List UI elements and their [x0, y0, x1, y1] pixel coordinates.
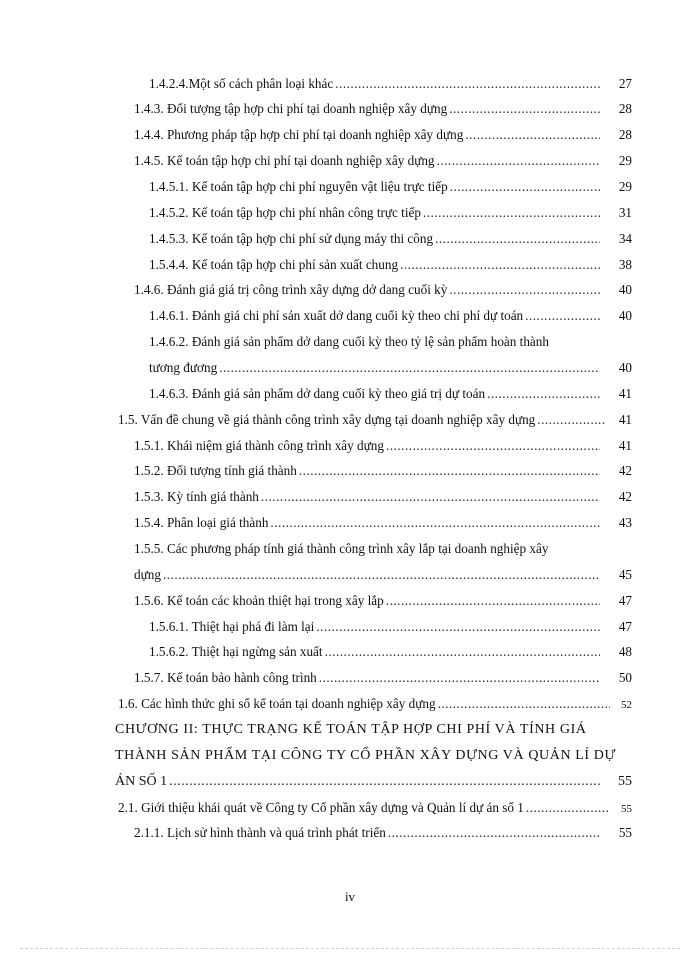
- toc-leader-dots: [449, 282, 600, 298]
- toc-leader-dots: [449, 101, 600, 117]
- toc-leader-dots: [219, 360, 600, 376]
- toc-entry-page: 28: [618, 101, 632, 116]
- toc-entry: [115, 774, 632, 790]
- toc-leader-dots: [526, 800, 610, 816]
- toc-entry-page: 42: [618, 463, 632, 478]
- toc-entry-text: 2.1.1. Lịch sử hình thành và quá trình phát triển: [134, 825, 386, 840]
- toc-entry: [134, 670, 632, 686]
- toc-entry-text: 1.5. Vấn đề chung về giá thành công trình xây dựng tại doanh nghiệp xây dựng: [118, 412, 536, 427]
- toc-leader-dots: [316, 619, 600, 635]
- toc-entry-text: 1.4.6.3. Đánh giá sản phẩm dở dang cuối kỳ theo giá trị dự toán: [149, 386, 486, 401]
- toc-leader-dots: [163, 567, 600, 583]
- toc-leader-dots: [261, 489, 600, 505]
- toc-entry: [149, 76, 632, 92]
- toc-entry-text: 1.5.5. Các phương pháp tính giá thành công trình xây lắp tại doanh nghiệp xây: [134, 541, 549, 556]
- toc-entry-page: 40: [618, 308, 632, 323]
- toc-entry-text: 1.4.4. Phương pháp tập hợp chi phí tại doanh nghiệp xây dựng: [134, 127, 464, 142]
- toc-entry-text: 1.4.6.1. Đánh giá chi phí sản xuất dở dang cuối kỳ theo chi phí dự toán: [149, 308, 524, 323]
- toc-entry-text: 1.5.7. Kế toán bảo hành công trình: [134, 670, 317, 685]
- toc-leader-dots: [325, 644, 600, 660]
- toc-entry-text: 1.4.6.2. Đánh giá sản phẩm dở dang cuối kỳ theo tỷ lệ sản phẩm hoàn thành: [149, 334, 549, 349]
- toc-entry: [118, 412, 632, 428]
- toc-chapter-line-2: THÀNH SẢN PHẨM TẠI CÔNG TY CỔ PHẦN XÂY DỰNG VÀ QUẢN LÍ DỰ: [115, 748, 616, 763]
- toc-entry-page: 29: [618, 179, 632, 194]
- toc-leader-dots: [299, 463, 600, 479]
- page-bottom-rule: [20, 948, 680, 949]
- toc-entry-text: 1.6. Các hình thức ghi sổ kế toán tại doanh nghiệp xây dựng: [118, 696, 436, 711]
- toc-leader-dots: [423, 205, 600, 221]
- toc-leader-dots: [335, 76, 600, 92]
- toc-entry-text: 1.5.6. Kế toán các khoản thiệt hại trong xây lắp: [134, 593, 384, 608]
- toc-leader-dots: [437, 153, 600, 169]
- toc-entry: [134, 282, 632, 298]
- toc-entry-page: 40: [618, 360, 632, 375]
- toc-leader-dots: [487, 386, 600, 402]
- toc-entry-text: 1.4.5. Kế toán tập hợp chi phí tại doanh nghiệp xây dựng: [134, 153, 435, 168]
- toc-entry-text: 1.4.5.1. Kế toán tập hợp chi phí nguyên vật liệu trực tiếp: [149, 179, 448, 194]
- toc-entry-page: 41: [618, 386, 632, 401]
- toc-entry-page: 47: [618, 593, 632, 608]
- toc-entry: [134, 153, 632, 169]
- toc-entry: [149, 179, 632, 195]
- toc-entry: [149, 619, 632, 635]
- toc-entry-page: 55: [618, 774, 632, 789]
- toc-entry: [134, 438, 632, 454]
- toc-entry-page: 55: [618, 825, 632, 840]
- toc-entry-page: 38: [618, 257, 632, 272]
- toc-entry-page: 48: [618, 644, 632, 659]
- toc-entry-page: 42: [618, 489, 632, 504]
- toc-leader-dots: [438, 696, 610, 712]
- toc-entry: [149, 308, 632, 324]
- toc-entry-page: 40: [618, 282, 632, 297]
- toc-entry: [134, 515, 632, 531]
- toc-chapter-line-1: CHƯƠNG II: THỰC TRẠNG KẾ TOÁN TẬP HỢP CHI PHÍ VÀ TÍNH GIÁ: [115, 722, 587, 737]
- toc-entry: [149, 205, 632, 221]
- toc-leader-dots: [169, 774, 600, 790]
- page-number: iv: [344, 889, 356, 904]
- toc-leader-dots: [400, 257, 600, 273]
- toc-entry-text: 1.4.5.2. Kế toán tập hợp chi phí nhân công trực tiếp: [149, 205, 421, 220]
- toc-leader-dots: [537, 412, 606, 428]
- toc-entry: [149, 386, 632, 402]
- toc-entry-page: 34: [618, 231, 632, 246]
- toc-leader-dots: [465, 127, 600, 143]
- toc-entry-page: 41: [618, 412, 632, 427]
- toc-entry-page: 41: [618, 438, 632, 453]
- toc-entry: [149, 360, 632, 376]
- toc-leader-dots: [525, 308, 600, 324]
- toc-entry-text: 1.5.3. Kỳ tính giá thành: [134, 489, 259, 504]
- toc-entry-page: 31: [618, 205, 632, 220]
- toc-entry-continuation: ÁN SỐ 1: [115, 774, 168, 789]
- toc-entry-text: 2.1. Giới thiệu khái quát về Công ty Cổ phần xây dựng và Quản lí dự án số 1: [118, 800, 524, 815]
- toc-entry-continuation: dựng: [134, 567, 161, 582]
- toc-entry-text: 1.5.4. Phân loại giá thành: [134, 515, 269, 530]
- toc-entry: [134, 489, 632, 505]
- toc-leader-dots: [386, 438, 600, 454]
- toc-entry-text: 1.5.2. Đối tượng tính giá thành: [134, 463, 297, 478]
- toc-entry-text: 1.5.4.4. Kế toán tập hợp chi phí sản xuất chung: [149, 257, 399, 272]
- toc-entry: [149, 644, 632, 660]
- toc-entry: [134, 127, 632, 143]
- toc-entry-text: 1.5.1. Khái niệm giá thành công trình xây dựng: [134, 438, 384, 453]
- toc-leader-dots: [388, 825, 600, 841]
- toc-entry-page: 29: [618, 153, 632, 168]
- toc-entry-continuation: tương đương: [149, 360, 218, 375]
- toc-entry-page: 45: [618, 567, 632, 582]
- toc-leader-dots: [270, 515, 600, 531]
- toc-entry-page: 27: [618, 76, 632, 91]
- toc-entry-page: 50: [618, 670, 632, 685]
- toc-entry: [149, 231, 632, 247]
- toc-entry: [134, 567, 632, 583]
- toc-entry: [134, 101, 632, 117]
- toc-entry: [118, 800, 632, 816]
- toc-entry: [134, 463, 632, 479]
- toc-entry-page: 52: [621, 699, 632, 711]
- toc-entry: [149, 257, 632, 273]
- toc-entry-text: 1.5.6.1. Thiệt hại phá đi làm lại: [149, 619, 315, 634]
- toc-leader-dots: [435, 231, 600, 247]
- toc-entry-text: 1.4.2.4.Một số cách phân loại khác: [149, 76, 334, 91]
- toc-leader-dots: [386, 593, 600, 609]
- toc-entry-text: 1.4.6. Đánh giá giá trị công trình xây dựng dở dang cuối kỳ: [134, 282, 448, 297]
- toc-entry-page: 55: [621, 803, 632, 815]
- toc-entry-text: 1.5.6.2. Thiệt hại ngừng sản xuất: [149, 644, 323, 659]
- toc-leader-dots: [319, 670, 600, 686]
- toc-entry-text: 1.4.3. Đối tượng tập hợp chi phí tại doanh nghiệp xây dựng: [134, 101, 448, 116]
- toc-entry-text: 1.4.5.3. Kế toán tập hợp chi phí sử dụng máy thi công: [149, 231, 434, 246]
- toc-entry-page: 28: [618, 127, 632, 142]
- toc-entry-page: 43: [618, 515, 632, 530]
- toc-leader-dots: [450, 179, 600, 195]
- toc-entry: [134, 825, 632, 841]
- toc-entry: [134, 593, 632, 609]
- toc-entry-page: 47: [618, 619, 632, 634]
- toc-entry: [118, 696, 632, 712]
